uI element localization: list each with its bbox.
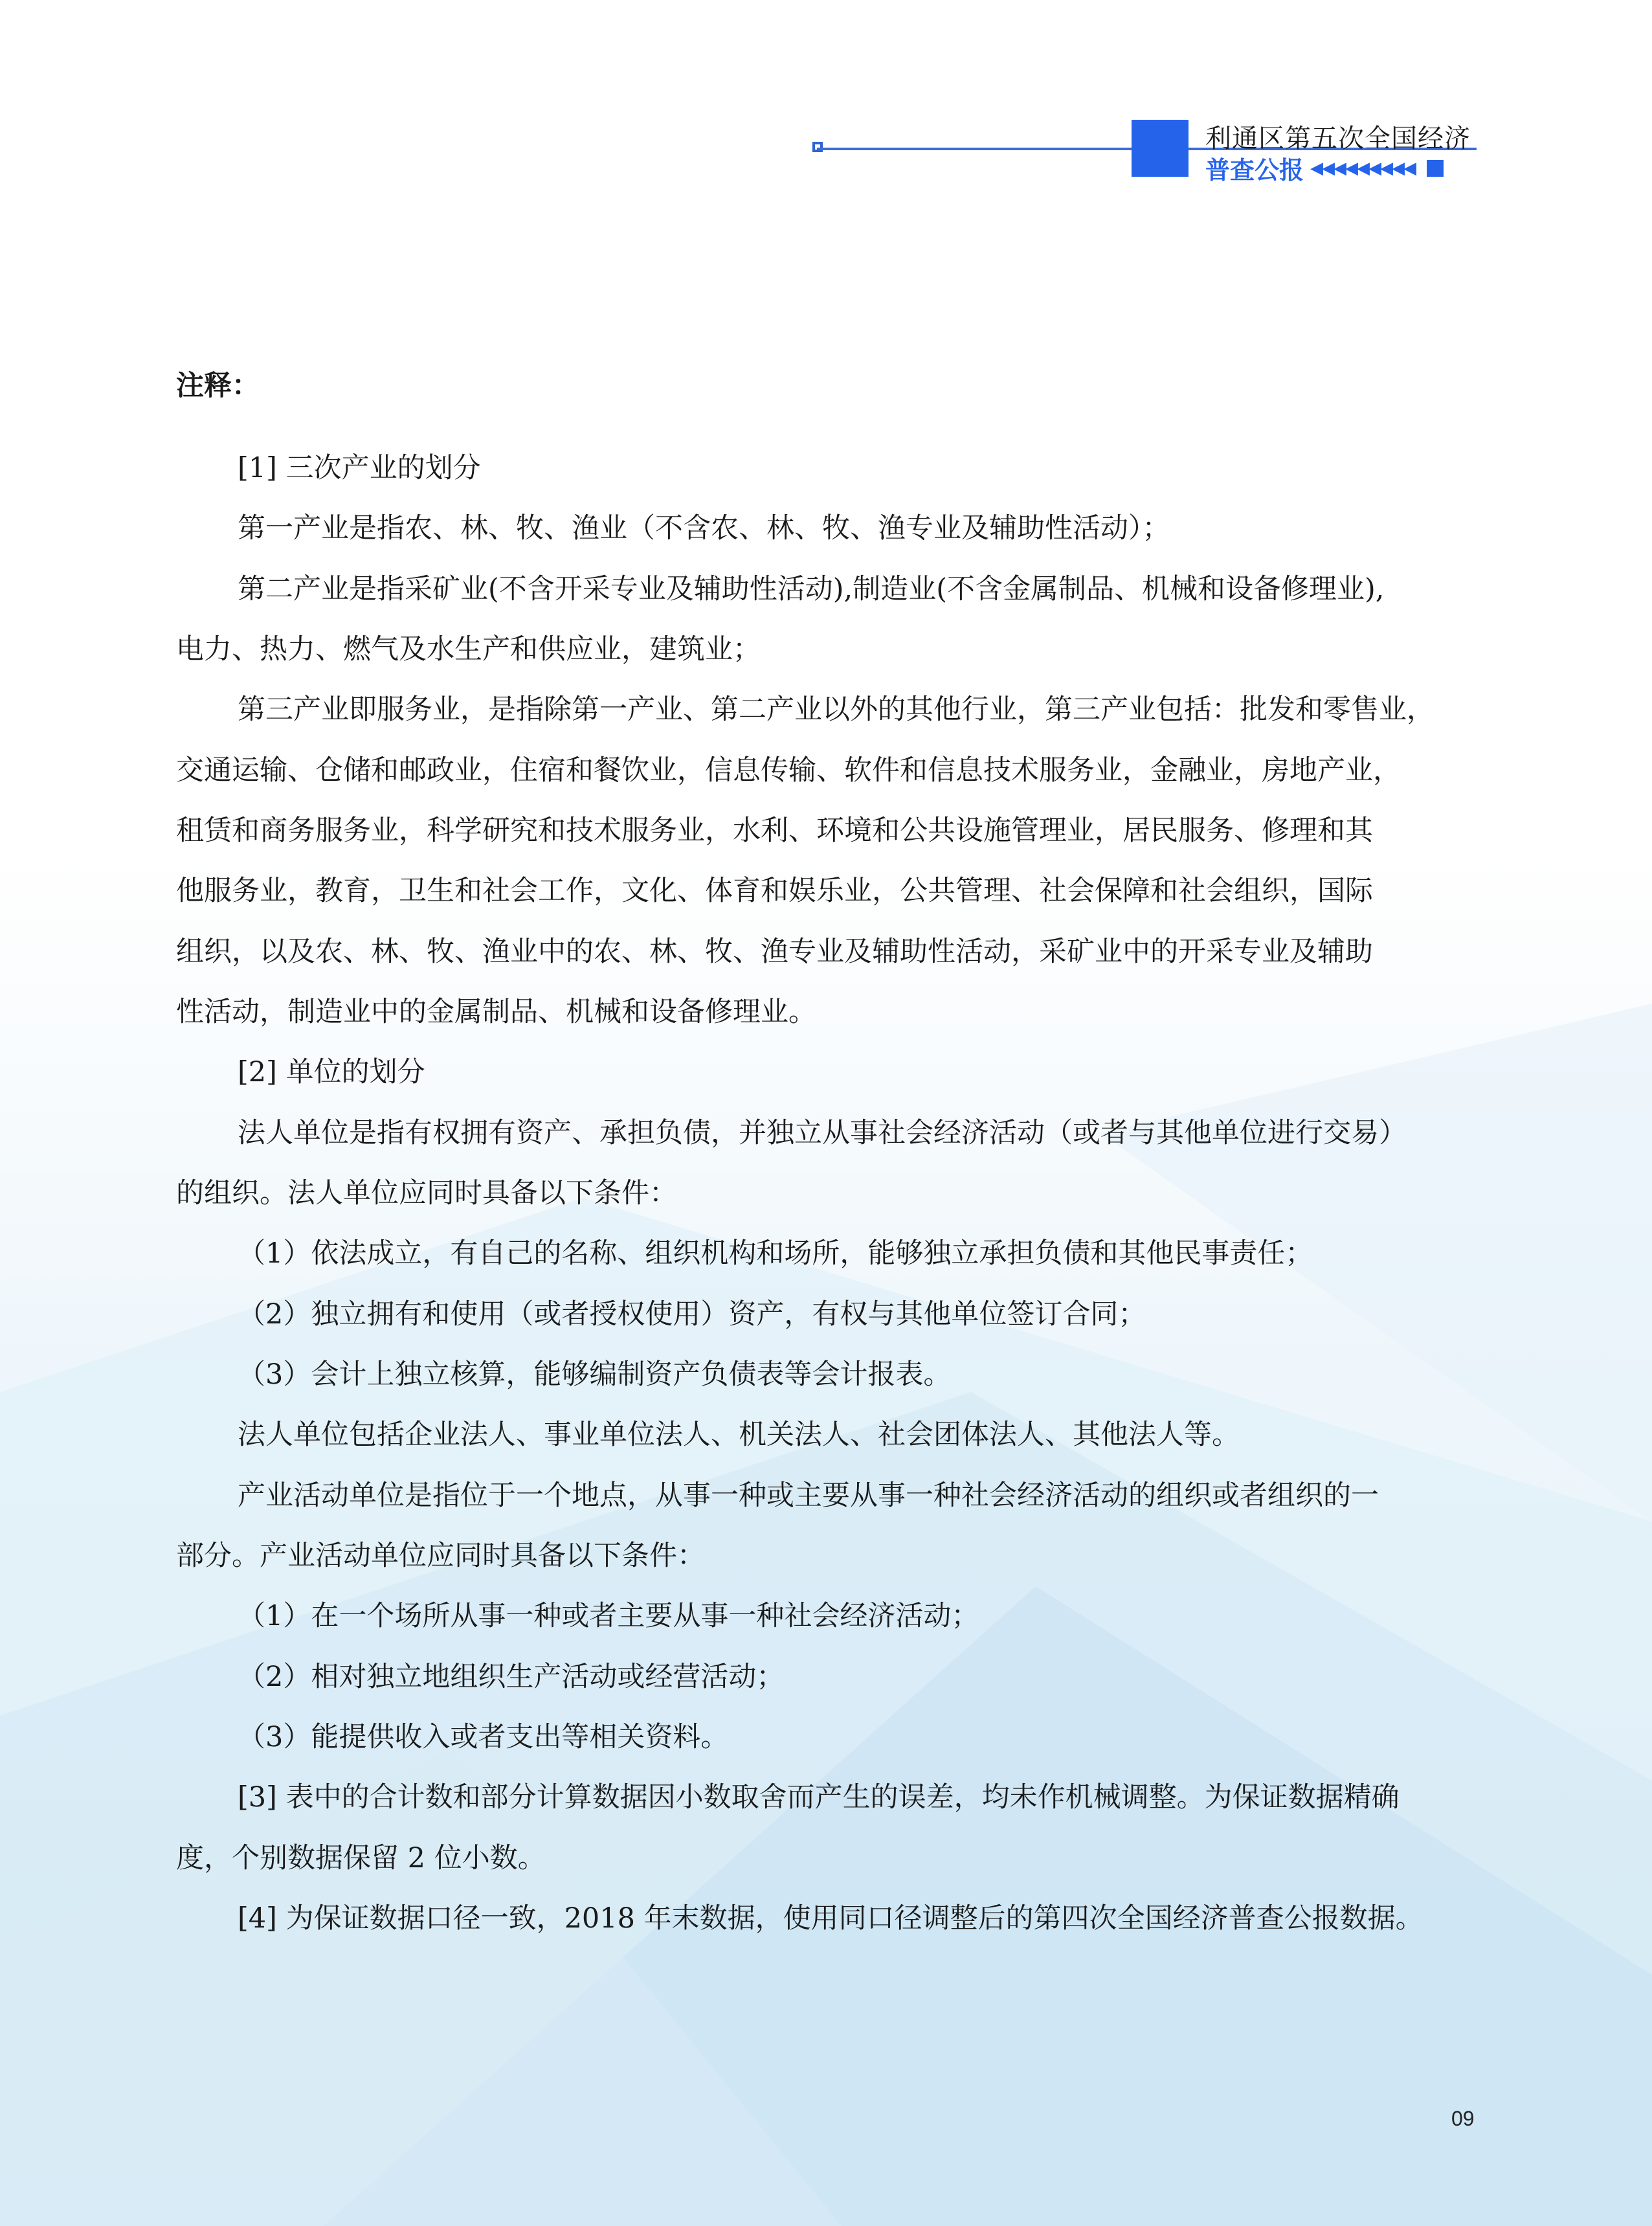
- paragraph-line: 法人单位包括企业法人、事业单位法人、机关法人、社会团体法人、其他法人等。: [238, 1419, 1240, 1451]
- page-number: 09: [1451, 2107, 1475, 2130]
- list-item: （1）依法成立，有自己的名称、组织机构和场所，能够独立承担负债和其他民事责任；: [238, 1237, 1313, 1270]
- header-rule: [817, 148, 1133, 150]
- paragraph-line: 性活动，制造业中的金属制品、机械和设备修理业。: [176, 996, 816, 1028]
- note-3: [3] 表中的合计数和部分计算数据因小数取舍而产生的误差，均未作机械调整。为保证数据精确: [238, 1781, 1400, 1814]
- paragraph-line: 部分。产业活动单位应同时具备以下条件：: [176, 1540, 705, 1572]
- header-dot: [812, 142, 823, 152]
- header-end-square: [1427, 160, 1444, 177]
- header-arrows-icon: ◀◀◀◀◀◀◀◀◀: [1310, 158, 1415, 178]
- list-item: （2）独立拥有和使用（或者授权使用）资产，有权与其他单位签订合同；: [238, 1298, 1146, 1331]
- paragraph-line: 法人单位是指有权拥有资产、承担负债，并独立从事社会经济活动（或者与其他单位进行交易）: [238, 1117, 1407, 1149]
- list-item: （3）能提供收入或者支出等相关资料。: [238, 1721, 729, 1753]
- paragraph-line: 产业活动单位是指位于一个地点，从事一种或主要从事一种社会经济活动的组织或者组织的一: [238, 1479, 1379, 1512]
- notes-heading: 注释：: [176, 370, 260, 402]
- paragraph-line: 交通运输、仓储和邮政业，住宿和餐饮业，信息传输、软件和信息技术服务业，金融业，房地产业，: [176, 754, 1401, 787]
- note-2-title: [2] 单位的划分: [238, 1056, 425, 1088]
- note-4: [4] 为保证数据口径一致，2018 年末数据，使用同口径调整后的第四次全国经济普查公报数据。: [238, 1902, 1423, 1935]
- paragraph-line: 第二产业是指采矿业(不含开采专业及辅助性活动),制造业(不含金属制品、机械和设备修理业),: [238, 573, 1385, 605]
- header-subtitle: [1205, 150, 1444, 186]
- paragraph-line: 第三产业即服务业，是指除第一产业、第二产业以外的其他行业，第三产业包括：批发和零售业，: [238, 693, 1434, 726]
- paragraph-line: 组织，以及农、林、牧、渔业中的农、林、牧、渔专业及辅助性活动，采矿业中的开采专业及辅助: [176, 936, 1373, 968]
- paragraph-line: 租赁和商务服务业，科学研究和技术服务业，水利、环境和公共设施管理业，居民服务、修理和其: [176, 815, 1373, 847]
- paragraph-line: 第一产业是指农、林、牧、渔业（不含农、林、牧、渔专业及辅助性活动）；: [238, 512, 1170, 545]
- paragraph-line: 度，个别数据保留 2 位小数。: [176, 1842, 546, 1874]
- paragraph-line: 电力、热力、燃气及水生产和供应业，建筑业；: [176, 633, 761, 666]
- list-item: （2）相对独立地组织生产活动或经营活动；: [238, 1661, 785, 1693]
- list-item: （1）在一个场所从事一种或者主要从事一种社会经济活动；: [238, 1600, 979, 1632]
- note-1-title: [1] 三次产业的划分: [238, 452, 481, 484]
- list-item: （3）会计上独立核算，能够编制资产负债表等会计报表。: [238, 1358, 952, 1391]
- paragraph-line: 他服务业，教育，卫生和社会工作，文化、体育和娱乐业，公共管理、社会保障和社会组织，国际: [176, 875, 1373, 907]
- paragraph-line: 的组织。法人单位应同时具备以下条件：: [176, 1177, 677, 1209]
- header-title: 利通区第五次全国经济: [1205, 124, 1471, 153]
- header-subtitle-text: 普查公报: [1205, 155, 1304, 185]
- header-blue-square: [1132, 120, 1189, 177]
